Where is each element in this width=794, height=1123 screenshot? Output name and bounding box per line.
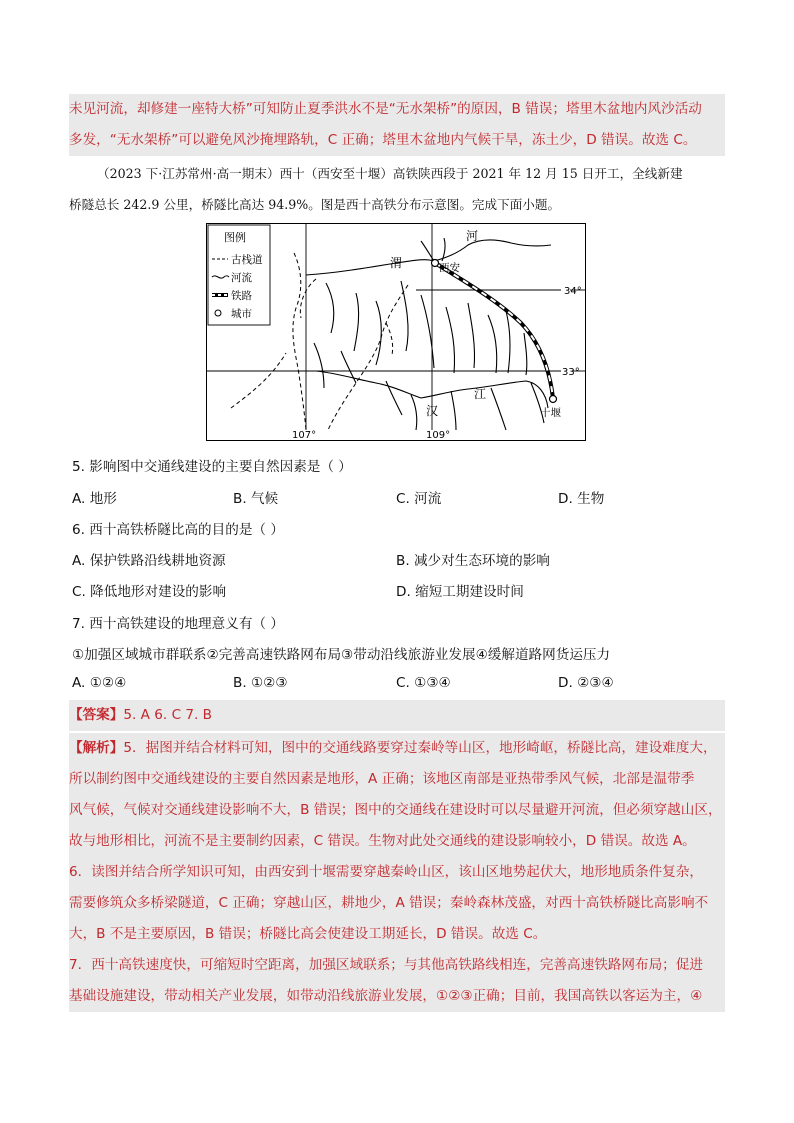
q5-option-d: D. 生物: [558, 491, 605, 507]
analysis-text-1: 5．据图并结合材料可知，图中的交通线路要穿过秦岭等山区，地形崎岖，桥隧比高，建设难度大，: [123, 740, 717, 756]
q7-option-d: D. ②③④: [558, 675, 614, 691]
analysis-line-4: 故与地形相比，河流不是主要制约因素，C 错误。生物对此处交通线的建设影响较小，D 错误。故选 A。: [69, 826, 725, 857]
lon-107: 107°: [292, 430, 317, 441]
answer-tag: 【答案】: [69, 707, 124, 723]
legend-item-river: 河流: [231, 272, 252, 284]
answer-line: [69, 700, 725, 731]
legend-item-city: 城市: [231, 308, 252, 320]
q7-stem: 7. 西十高铁建设的地理意义有（ ）: [72, 616, 284, 632]
map-legend: [208, 225, 270, 325]
legend-item-road: 古栈道: [231, 254, 263, 266]
analysis-line-7: 大，B 不是主要原因，B 错误；桥隧比高会使建设工期延长，D 错误。故选 C。: [69, 919, 725, 950]
prev-analysis-line-1: 未见河流，却修建一座特大桥”可知防止夏季洪水不是“无水架桥”的原因，B 错误；塔里木盆地内风沙活动: [69, 94, 725, 125]
lat-34: 34°: [564, 286, 582, 297]
city-shiyan: [550, 396, 557, 403]
analysis-line-8: 7．西十高铁速度快，可缩短时空距离，加强区域联系；与其他高铁路线相连，完善高速铁路网布局；促进: [69, 950, 725, 981]
lon-109: 109°: [426, 430, 451, 441]
railway-map: [206, 223, 586, 441]
q6-option-d: D. 缩短工期建设时间: [396, 584, 524, 600]
intro-line-1: （2023 下·江苏常州·高一期末）西十（西安至十堰）高铁陕西段于 2021 年 12 月 15 日开工，全线新建: [97, 166, 683, 181]
analysis-line-9: 基础设施建设，带动相关产业发展，如带动沿线旅游业发展，①②③正确；目前，我国高铁以客运为主，④: [69, 981, 725, 1012]
q6-option-a: A. 保护铁路沿线耕地资源: [72, 553, 226, 569]
q6-option-c: C. 降低地形对建设的影响: [72, 584, 227, 600]
label-wei: 渭: [390, 256, 403, 270]
q7-option-a: A. ①②④: [72, 675, 127, 691]
analysis-tag: 【解析】: [69, 740, 124, 756]
q7-option-b: B. ①②③: [233, 675, 288, 691]
analysis-line-1: [69, 733, 725, 764]
analysis-line-3: 风气候，气候对交通线建设影响不大，B 错误；图中的交通线在建设时可以尽量避开河流，但必须穿越山区，: [69, 795, 725, 826]
label-xian: 西安: [439, 262, 460, 274]
label-han: 汉: [426, 404, 439, 418]
label-he: 河: [466, 229, 479, 243]
q5-option-c: C. 河流: [396, 491, 442, 507]
legend-title: 图例: [224, 231, 246, 244]
q6-option-b: B. 减少对生态环境的影响: [396, 553, 550, 569]
analysis-line-5: 6．读图并结合所学知识可知，由西安到十堰需要穿越秦岭山区，该山区地势起伏大，地形地质条件复杂，: [69, 857, 725, 888]
q5-stem: 5. 影响图中交通线建设的主要自然因素是（ ）: [72, 459, 352, 475]
intro-line-2: 桥隧总长 242.9 公里，桥隧比高达 94.9%。图是西十高铁分布示意图。完成下面小题。: [69, 197, 561, 212]
answer-text: 5. A 6. C 7. B: [123, 707, 213, 723]
analysis-line-6: 需要修筑众多桥梁隧道，C 正确；穿越山区，耕地少，A 错误；秦岭森林茂盛，对西十高铁桥隧比高影响不: [69, 888, 725, 919]
q7-statements: ①加强区域城市群联系②完善高速铁路网布局③带动沿线旅游业发展④缓解道路网货运压力: [72, 647, 611, 663]
city-xian: [432, 260, 439, 267]
q6-stem: 6. 西十高铁桥隧比高的目的是（ ）: [72, 522, 284, 538]
label-jiang: 江: [474, 387, 487, 401]
q5-option-b: B. 气候: [233, 491, 279, 507]
analysis-line-2: 所以制约图中交通线建设的主要自然因素是地形，A 正确；该地区南部是亚热带季风气候，北部是温带季: [69, 764, 725, 795]
lat-33: 33°: [562, 367, 580, 378]
legend-item-railway: 铁路: [231, 290, 252, 302]
prev-analysis-line-2: 多发，“无水架桥”可以避免风沙掩埋路轨，C 正确；塔里木盆地内气候干旱，冻土少，D 错误。故选 C。: [69, 125, 725, 156]
q5-option-a: A. 地形: [72, 491, 117, 507]
label-shiyan: 十堰: [540, 407, 561, 419]
q7-option-c: C. ①③④: [396, 675, 451, 691]
